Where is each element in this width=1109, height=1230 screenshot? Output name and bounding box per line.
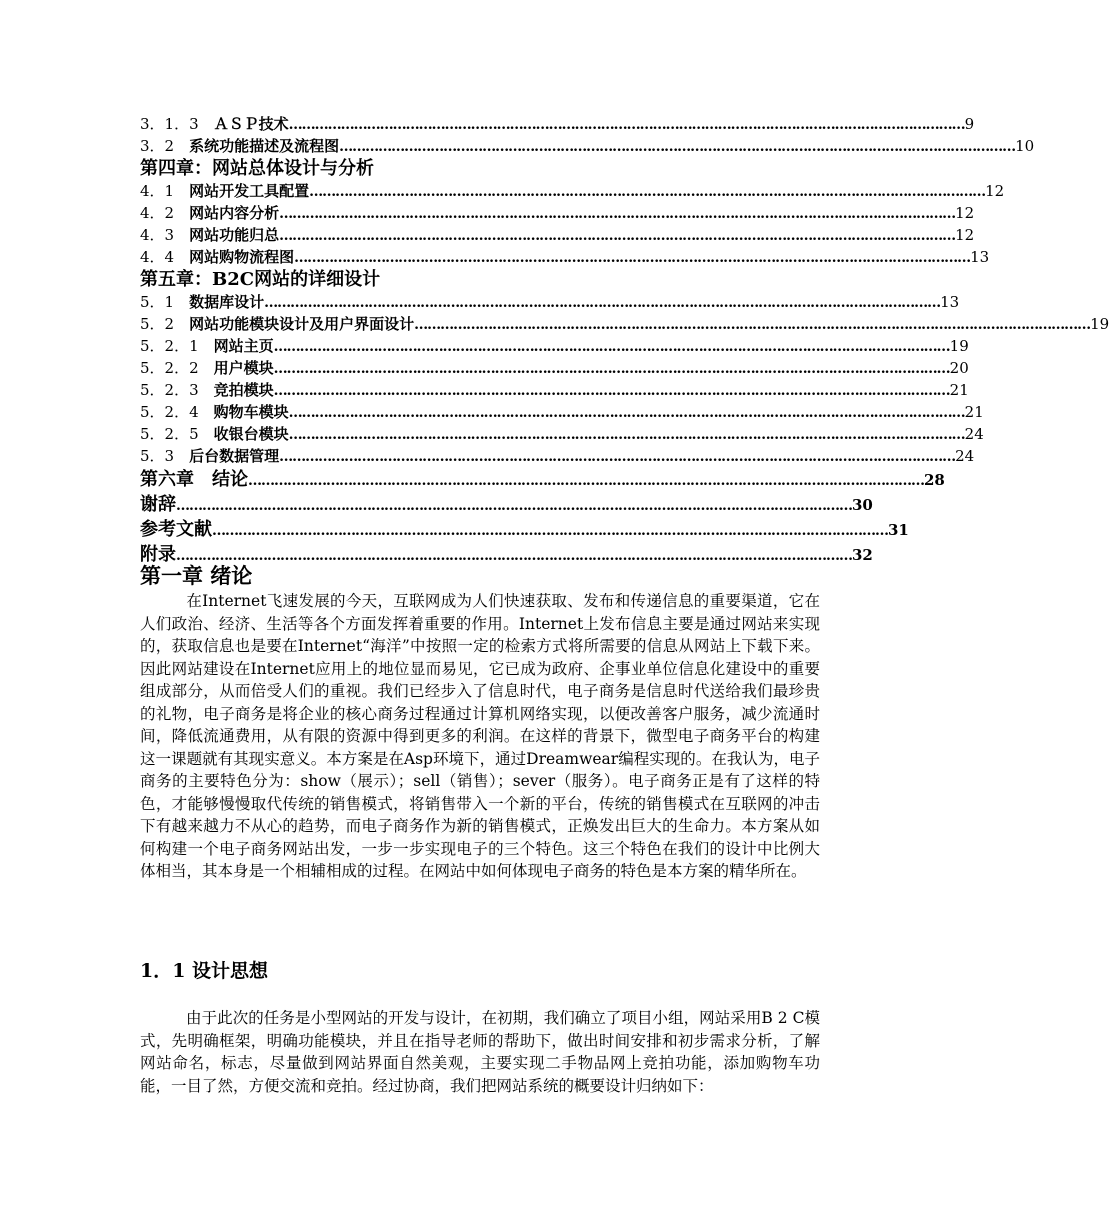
toc-dot-leader: ………………………………………………………………………………………………………………………………………… — [264, 295, 941, 311]
toc-entry-title: 后台数据管理 — [189, 447, 280, 465]
toc-dot-leader: ………………………………………………………………………………………………………………………………………… — [273, 383, 950, 399]
toc-entry-number: 5．2．4 — [140, 403, 214, 421]
section-1-1-paragraph-text: 由于此次的任务是小型网站的开发与设计，在初期，我们确立了项目小组，网站采用B 2 C模式，先明确框架，明确功能模块，并且在指导老师的帮助下，做出时间安排和初步需求分析，了解网站命名，标志，尽量做到网站界面自然美观，主要实现二手物品网上竞拍功能，添加购物车功能，一目了然，方便交流和竞拍。经过协商，我们把网站系统的概要设计归纳如下： — [140, 1009, 820, 1095]
toc-dot-leader: ………………………………………………………………………………………………………………………………………… — [339, 139, 1016, 155]
toc-page-number: 12 — [955, 204, 975, 222]
toc-page-number: 12 — [955, 226, 975, 244]
toc-entry-title: 用户模块 — [213, 359, 274, 377]
toc-entry — [140, 335, 969, 357]
toc-entry — [140, 113, 975, 135]
toc-dot-leader: ………………………………………………………………………………………………………………………………………… — [176, 498, 852, 514]
toc-page-number: 10 — [1015, 137, 1035, 155]
toc-dot-leader: ………………………………………………………………………………………………………………………………………… — [309, 184, 986, 200]
toc-page-number: 24 — [955, 447, 975, 465]
toc-entry-number: 5．1 — [140, 293, 190, 311]
toc-entry-number: 4．3 — [140, 226, 190, 244]
toc-page-number: 12 — [985, 182, 1005, 200]
toc-dot-leader: ………………………………………………………………………………………………………………………………………… — [288, 405, 965, 421]
toc-entry-title: 购物车模块 — [213, 403, 289, 421]
toc-entry-number: 5．2．3 — [140, 381, 214, 399]
toc-entry — [140, 445, 975, 467]
toc-entry-title: 第六章 结论 — [140, 469, 248, 490]
chapter-1-heading: 第一章 绪论 — [140, 563, 253, 588]
toc-page-number: 30 — [852, 496, 873, 514]
toc-entry-title: 系统功能描述及流程图 — [189, 137, 340, 155]
toc-entry-number: 5．2．5 — [140, 425, 214, 443]
section-1-1-heading: 1．1 设计思想 — [140, 960, 269, 982]
toc-page-number: 21 — [964, 403, 984, 421]
toc-entry-title: 附录 — [140, 544, 176, 565]
toc-entry-number: 3．1．3 — [140, 115, 214, 133]
toc-entry-number: 4．1 — [140, 182, 190, 200]
toc-entry — [140, 291, 960, 313]
toc-entry-number: 4．2 — [140, 204, 190, 222]
toc-dot-leader: ………………………………………………………………………………………………………………………………………… — [288, 427, 965, 443]
toc-dot-leader: ………………………………………………………………………………………………………………………………………… — [273, 339, 950, 355]
toc-entry — [140, 180, 1005, 202]
toc-entry-title: 网站开发工具配置 — [189, 182, 310, 200]
toc-dot-leader: ………………………………………………………………………………………………………………………………………… — [248, 473, 924, 489]
toc-dot-leader: ………………………………………………………………………………………………………………………………………… — [279, 228, 956, 244]
toc-dot-leader: ………………………………………………………………………………………………………………………………………… — [176, 548, 852, 564]
toc-entry — [140, 379, 969, 401]
toc-dot-leader: ………………………………………………………………………………………………………………………………………… — [279, 206, 956, 222]
toc-page-number: 20 — [949, 359, 969, 377]
toc-entry-title: ＡＳＰ技术 — [213, 115, 289, 133]
toc-page-number: 24 — [964, 425, 984, 443]
toc-entry-title: 谢辞 — [140, 494, 176, 515]
toc-entry-title: 网站功能归总 — [189, 226, 280, 244]
toc-entry — [140, 224, 975, 246]
toc-entry-title: 竞拍模块 — [213, 381, 274, 399]
toc-dot-leader: ………………………………………………………………………………………………………………………………………… — [212, 523, 888, 539]
toc-dot-leader: ………………………………………………………………………………………………………………………………………… — [288, 117, 965, 133]
toc-entry — [140, 423, 984, 445]
toc-entry — [140, 157, 740, 180]
toc-page-number: 19 — [1090, 315, 1109, 333]
toc-entry — [140, 467, 945, 492]
toc-page-number: 21 — [949, 381, 969, 399]
toc-entry-title: 网站内容分析 — [189, 204, 280, 222]
toc-page-number: 32 — [852, 546, 873, 564]
toc-entry-title: 第五章：B2C网站的详细设计 — [140, 269, 381, 290]
toc-entry — [140, 202, 975, 224]
toc-entry-title: 第四章：网站总体设计与分析 — [140, 158, 374, 179]
toc-entry-number: 5．2．1 — [140, 337, 214, 355]
toc-entry-number: 5．3 — [140, 447, 190, 465]
toc-dot-leader: ………………………………………………………………………………………………………………………………………… — [294, 250, 971, 266]
toc-entry-title: 网站主页 — [213, 337, 274, 355]
toc-entry-title: 网站购物流程图 — [189, 248, 295, 266]
toc-page-number: 19 — [949, 337, 969, 355]
toc-page-number: 28 — [924, 471, 945, 489]
table-of-contents — [140, 113, 1109, 567]
toc-dot-leader: ………………………………………………………………………………………………………………………………………… — [279, 449, 956, 465]
toc-entry-title: 收银台模块 — [213, 425, 289, 443]
toc-entry — [140, 135, 1035, 157]
toc-entry — [140, 268, 740, 291]
toc-dot-leader: ………………………………………………………………………………………………………………………………………… — [414, 317, 1091, 333]
toc-entry-number: 3．2 — [140, 137, 190, 155]
toc-entry-title: 参考文献 — [140, 519, 212, 540]
chapter-1-paragraph — [140, 590, 820, 883]
toc-page-number: 31 — [888, 521, 909, 539]
toc-entry-number: 4．4 — [140, 248, 190, 266]
toc-entry — [140, 401, 984, 423]
toc-page-number: 13 — [970, 248, 990, 266]
toc-entry — [140, 246, 990, 268]
toc-page-number: 9 — [964, 115, 975, 133]
chapter-1-paragraph-text: 在Internet飞速发展的今天，互联网成为人们快速获取、发布和传递信息的重要渠道，它在人们政治、经济、生活等各个方面发挥着重要的作用。Internet上发布信息主要是通过网站来实现的，获取信息也是要在Internet“海洋”中按照一定的检索方式将所需要的信息从网站上下载下来。因此网站建设在Internet应用上的地位显而易见，它已成为政府、企事业单位信息化建设中的重要组成部分，从而倍受人们的重视。我们已经步入了信息时代，电子商务是信息时代送给我们最珍贵的礼物，电子商务是将企业的核心商务过程通过计算机网络实现，以便改善客户服务，减少流通时间，降低流通费用，从有限的资源中得到更多的利润。在这样的背景下，微型电子商务平台的构建这一课题就有其现实意义。本方案是在Asp环境下，通过Dreamwear编程实现的。在我认为，电子商务的主要特色分为：show（展示）；sell（销售）；sever（服务）。电子商务正是有了这样的特色，才能够慢慢取代传统的销售模式，将销售带入一个新的平台，传统的销售模式在互联网的冲击下有越来越力不从心的趋势，而电子商务作为新的销售模式，正焕发出巨大的生命力。本方案从如何构建一个电子商务网站出发，一步一步实现电子的三个特色。这三个特色在我们的设计中比例大体相当，其本身是一个相辅相成的过程。在网站中如何体现电子商务的特色是本方案的精华所在。 — [140, 592, 820, 880]
toc-entry-number: 5．2 — [140, 315, 190, 333]
toc-entry-title: 网站功能模块设计及用户界面设计 — [189, 315, 415, 333]
toc-entry-title: 数据库设计 — [189, 293, 265, 311]
toc-page-number: 13 — [940, 293, 960, 311]
section-1-1-paragraph — [140, 1007, 820, 1097]
toc-entry — [140, 492, 873, 517]
toc-dot-leader: ………………………………………………………………………………………………………………………………………… — [273, 361, 950, 377]
toc-entry-number: 5．2．2 — [140, 359, 214, 377]
toc-entry — [140, 313, 1109, 335]
toc-entry — [140, 357, 969, 379]
toc-entry — [140, 517, 909, 542]
